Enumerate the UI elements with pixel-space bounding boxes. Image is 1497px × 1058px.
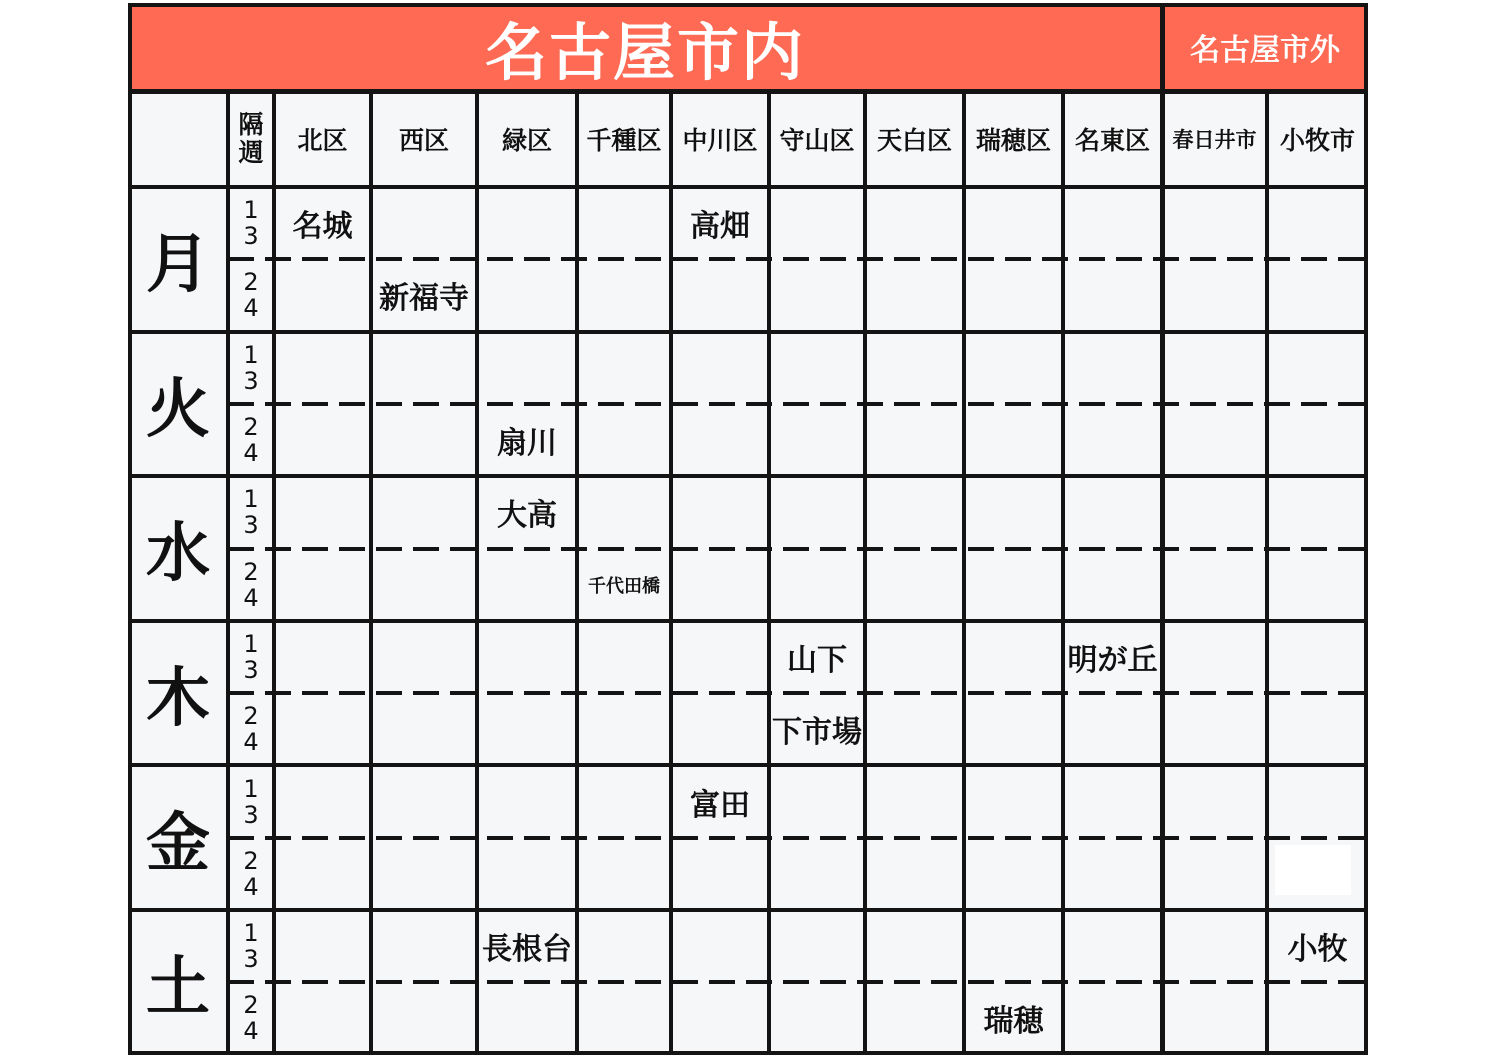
ward-header-11: 小牧市 [1279, 126, 1355, 155]
week-number: 1 [243, 340, 259, 369]
week-number-label [228, 765, 274, 837]
week-number: 4 [243, 728, 259, 757]
week-number: 3 [243, 222, 259, 251]
week-number: 1 [243, 196, 259, 225]
week-number-label [228, 982, 274, 1054]
week-number: 2 [243, 846, 259, 875]
grid-line-horizontal [128, 474, 1368, 478]
week-number: 3 [243, 800, 259, 829]
ward-header-1: 北区 [297, 126, 348, 155]
ward-header-6: 守山区 [779, 126, 855, 155]
collection-area: 新福寺 [379, 281, 469, 317]
week-number: 3 [243, 945, 259, 974]
week-number: 2 [243, 702, 259, 731]
collection-area: 名城 [292, 209, 353, 245]
week-number-label [228, 549, 274, 621]
week-divider-dashed [228, 402, 1368, 406]
week-number-label [228, 476, 274, 548]
day-label: 火 [146, 372, 210, 447]
week-number: 2 [243, 413, 259, 442]
title-nagoya-inside: 名古屋市内 [128, 3, 1162, 91]
week-number: 4 [243, 872, 259, 901]
grid-line-horizontal [128, 619, 1368, 623]
day-label: 月 [146, 228, 210, 303]
week-number-label [228, 910, 274, 982]
week-divider-dashed [228, 547, 1368, 551]
week-number: 2 [243, 991, 259, 1020]
week-divider-dashed [228, 980, 1368, 984]
grid-line-horizontal [128, 89, 1368, 94]
ward-header-7: 天白区 [876, 126, 952, 155]
grid-line-vertical [475, 91, 479, 1055]
week-number: 3 [243, 366, 259, 395]
week-number: 4 [243, 439, 259, 468]
week-number: 1 [243, 629, 259, 658]
week-number: 1 [243, 485, 259, 514]
collection-area: 小牧 [1287, 932, 1348, 968]
week-number-label [228, 838, 274, 910]
week-number: 4 [243, 1017, 259, 1046]
grid-line-vertical [1364, 3, 1368, 1055]
ward-header-9: 名東区 [1074, 126, 1150, 155]
day-label: 水 [146, 517, 210, 592]
week-number: 2 [243, 268, 259, 297]
week-number-label [228, 621, 274, 693]
grid-line-vertical [369, 91, 373, 1055]
week-number: 4 [243, 294, 259, 323]
ward-header-8: 瑞穂区 [975, 126, 1051, 155]
collection-area: 明が丘 [1067, 642, 1158, 678]
collection-area: 富田 [690, 787, 750, 823]
grid-line-horizontal [128, 330, 1368, 334]
week-number: 3 [243, 655, 259, 684]
blank-patch [1275, 845, 1351, 895]
week-number-label [228, 259, 274, 331]
title-nagoya-outside: 名古屋市外 [1162, 3, 1368, 91]
grid-line-vertical [226, 91, 230, 1055]
week-header-char: 週 [238, 138, 264, 167]
week-divider-dashed [228, 691, 1368, 695]
grid-line-vertical [1265, 91, 1269, 1055]
schedule-board [128, 3, 1368, 1055]
week-number-label [228, 404, 274, 476]
grid-line-vertical [272, 91, 276, 1055]
grid-line-vertical [962, 91, 966, 1055]
week-number-label [228, 332, 274, 404]
week-number: 2 [243, 557, 259, 586]
grid-line-horizontal [128, 1051, 1368, 1055]
week-header-char: 隔 [238, 110, 264, 139]
week-number: 1 [243, 774, 259, 803]
ward-header-10: 春日井市 [1172, 128, 1257, 152]
collection-area: 扇川 [497, 426, 557, 462]
collection-area: 山下 [787, 642, 847, 678]
grid-line-horizontal [128, 185, 1368, 189]
week-number: 1 [243, 919, 259, 948]
collection-area: 瑞穂 [983, 1004, 1044, 1040]
ward-header-3: 緑区 [501, 126, 552, 155]
day-label: 木 [146, 662, 210, 737]
day-label: 土 [146, 951, 210, 1026]
ward-header-2: 西区 [398, 126, 449, 155]
collection-area: 下市場 [772, 715, 862, 751]
grid-line-vertical [1061, 91, 1065, 1055]
week-number-label [228, 187, 274, 259]
alternate-week-header [228, 91, 274, 187]
collection-area: 大高 [497, 498, 557, 534]
week-divider-dashed [228, 836, 1368, 840]
collection-area: 長根台 [482, 932, 572, 968]
week-number-label [228, 693, 274, 765]
ward-header-4: 千種区 [586, 126, 662, 155]
grid-line-vertical [1160, 91, 1164, 1055]
collection-area: 高畑 [690, 209, 750, 245]
week-number: 3 [243, 511, 259, 540]
grid-line-horizontal [128, 763, 1368, 767]
grid-line-horizontal [128, 3, 1368, 7]
ward-header-5: 中川区 [682, 126, 758, 155]
grid-line-vertical [128, 3, 132, 1055]
day-label: 金 [146, 806, 210, 881]
grid-line-horizontal [128, 908, 1368, 912]
grid-line-vertical [863, 91, 867, 1055]
grid-line-vertical [669, 91, 673, 1055]
week-divider-dashed [228, 257, 1368, 261]
grid-line-vertical [767, 91, 771, 1055]
grid-line-vertical [575, 91, 579, 1055]
week-number: 4 [243, 583, 259, 612]
collection-area: 千代田橋 [588, 575, 660, 597]
